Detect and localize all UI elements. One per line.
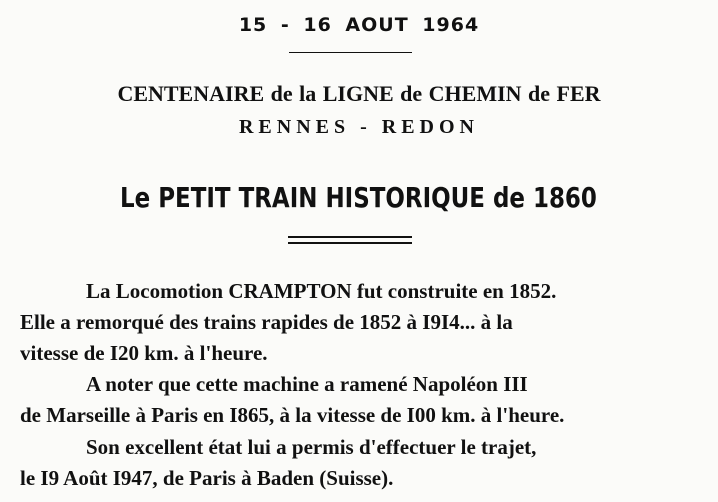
double-rule-top <box>288 236 412 238</box>
paragraph-line: La Locomotion CRAMPTON fut construite en 1852. <box>86 279 557 303</box>
railway-line-name: RENNES - REDON <box>238 116 480 138</box>
centenary-heading: CENTENAIRE de la LIGNE de CHEMIN de FER <box>117 81 601 106</box>
paragraph-line: de Marseille à Paris en I865, à la vitesse de I00 km. à l'heure. <box>20 403 565 427</box>
divider-line <box>289 52 412 53</box>
paragraph-line: A noter que cette machine a ramené Napoléon III <box>86 372 528 396</box>
paragraph-line: le I9 Août I947, de Paris à Baden (Suisse). <box>20 466 394 490</box>
paragraph-line: vitesse de I20 km. à l'heure. <box>20 341 268 365</box>
paragraph-line: Son excellent état lui a permis d'effectuer le trajet, <box>86 435 537 459</box>
paragraph-napoleon <box>20 369 700 431</box>
paragraph-baden <box>20 432 700 494</box>
paragraph-line: Elle a remorqué des trains rapides de 1852 à I9I4... à la <box>20 310 513 334</box>
page-title: Le PETIT TRAIN HISTORIQUE de 1860 <box>120 181 597 214</box>
paragraph-crampton <box>20 276 700 369</box>
double-rule-bottom <box>288 242 412 244</box>
event-date: 15 - 16 AOUT 1964 <box>238 14 480 36</box>
